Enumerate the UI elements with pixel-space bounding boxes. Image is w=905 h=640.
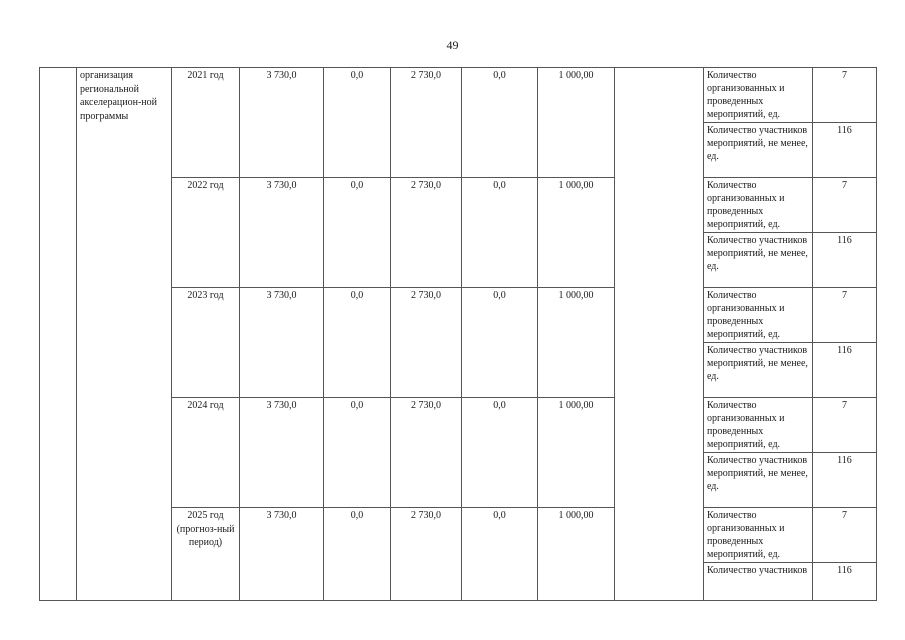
indicator-value-cell: 116	[813, 233, 877, 288]
indicator-value-cell: 116	[813, 453, 877, 508]
indicator-label-cell: Количество участников мероприятий, не менее, ед.	[704, 233, 813, 288]
indicator-value-cell: 7	[813, 68, 877, 123]
indicator-label-cell: Количество участников мероприятий, не менее, ед.	[704, 343, 813, 398]
regional-budget-cell: 2 730,0	[391, 508, 462, 601]
regional-budget-cell: 2 730,0	[391, 288, 462, 398]
regional-budget-cell: 2 730,0	[391, 68, 462, 178]
federal-budget-cell: 0,0	[324, 288, 391, 398]
indicator-label-cell: Количество организованных и проведенных мероприятий, ед.	[704, 398, 813, 453]
indicator-label-cell: Количество организованных и проведенных мероприятий, ед.	[704, 508, 813, 563]
total-cell: 3 730,0	[240, 398, 324, 508]
municipal-budget-cell: 0,0	[462, 178, 538, 288]
indicator-label-cell: Количество участников мероприятий, не менее, ед.	[704, 453, 813, 508]
indicator-value-cell: 116	[813, 563, 877, 601]
regional-budget-cell: 2 730,0	[391, 178, 462, 288]
municipal-budget-cell: 0,0	[462, 398, 538, 508]
total-cell: 3 730,0	[240, 508, 324, 601]
municipal-budget-cell: 0,0	[462, 288, 538, 398]
total-cell: 3 730,0	[240, 68, 324, 178]
indicator-value-cell: 7	[813, 508, 877, 563]
federal-budget-cell: 0,0	[324, 508, 391, 601]
municipal-budget-cell: 0,0	[462, 68, 538, 178]
regional-budget-cell: 2 730,0	[391, 398, 462, 508]
indicator-value-cell: 116	[813, 343, 877, 398]
other-sources-cell: 1 000,00	[538, 398, 615, 508]
total-cell: 3 730,0	[240, 178, 324, 288]
budget-table	[39, 67, 877, 601]
indicator-value-cell: 116	[813, 123, 877, 178]
other-sources-cell: 1 000,00	[538, 178, 615, 288]
indicator-label-cell: Количество участников	[704, 563, 813, 601]
year-cell: 2023 год	[172, 288, 240, 398]
federal-budget-cell: 0,0	[324, 398, 391, 508]
municipal-budget-cell: 0,0	[462, 508, 538, 601]
number-cell	[40, 68, 77, 601]
total-cell: 3 730,0	[240, 288, 324, 398]
page-number: 49	[446, 38, 459, 52]
activity-cell: организация региональной акселерацион-ной программы	[77, 68, 172, 601]
year-cell: 2025 год (прогноз-ный период)	[172, 508, 240, 601]
other-sources-cell: 1 000,00	[538, 288, 615, 398]
table-row	[40, 68, 877, 123]
indicator-label-cell: Количество организованных и проведенных мероприятий, ед.	[704, 178, 813, 233]
federal-budget-cell: 0,0	[324, 178, 391, 288]
year-cell: 2021 год	[172, 68, 240, 178]
indicator-value-cell: 7	[813, 398, 877, 453]
indicator-label-cell: Количество участников мероприятий, не менее, ед.	[704, 123, 813, 178]
indicator-label-cell: Количество организованных и проведенных мероприятий, ед.	[704, 68, 813, 123]
year-cell: 2022 год	[172, 178, 240, 288]
empty-column-cell	[615, 68, 704, 601]
indicator-value-cell: 7	[813, 288, 877, 343]
indicator-label-cell: Количество организованных и проведенных мероприятий, ед.	[704, 288, 813, 343]
federal-budget-cell: 0,0	[324, 68, 391, 178]
other-sources-cell: 1 000,00	[538, 508, 615, 601]
indicator-value-cell: 7	[813, 178, 877, 233]
other-sources-cell: 1 000,00	[538, 68, 615, 178]
year-cell: 2024 год	[172, 398, 240, 508]
